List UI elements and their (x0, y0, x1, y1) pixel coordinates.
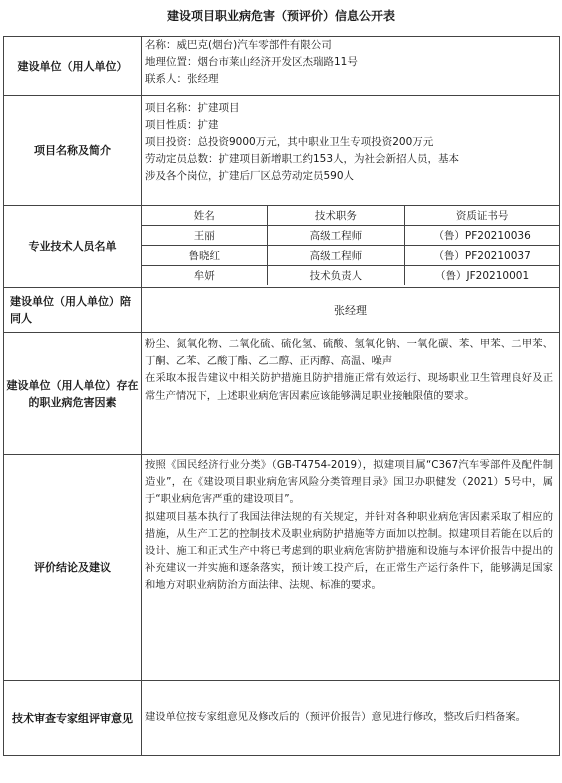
staff-header-cert: 资质证书号 (405, 206, 559, 226)
conclusion-assessment: 拟建项目基本执行了我国法律法规的有关规定，并针对各种职业病危害因素采取了相应的措施，从生产工艺的控制技术及职业病防护措施等方面加以控制。拟建项目若能在以后的设计、施工和正式生产中将已考虑到的职业病危害防护措施和设施与本评价报告中提出的补充建议一并实施和逐条落实，预计竣工投产后，在正常生产运行条件下，能够满足国家和地方对职业病防治方面法律、法规、标准的要求。 (145, 510, 553, 592)
expert-content (142, 681, 560, 756)
staff-label: 专业技术人员名单 (4, 206, 142, 288)
expert-opinion: 建设单位按专家组意见及修改后的（预评价报告）意见进行修改，整改后归档备案。 (145, 711, 526, 724)
staff-name: 鲁晓红 (142, 246, 267, 266)
unit-name: 名称：威巴克(烟台)汽车零部件有限公司 (145, 39, 332, 51)
staff-cert: （鲁）PF20210037 (405, 246, 559, 266)
conclusion-label: 评价结论及建议 (4, 455, 142, 681)
companion-value: 张经理 (142, 288, 560, 333)
companion-label: 建设单位（用人单位）陪同人 (4, 288, 142, 333)
staff-table (142, 206, 559, 285)
conclusion-classification: 按照《国民经济行业分类》（GB-T4754-2019），拟建项目属“C367汽车零部件及配件制造业”，在《建设项目职业病危害风险分类管理目录》国卫办职健发（2021）5号中，属于“职业病危害严重的建设项目”。 (145, 459, 553, 506)
staff-header-row (142, 206, 559, 226)
project-staffing-1: 劳动定员总数：扩建项目新增职工约153人，为社会新招人员，基本 (145, 153, 460, 165)
unit-content (142, 37, 560, 96)
companion-row (4, 288, 560, 333)
project-staffing-2: 涉及各个岗位，扩建后厂区总劳动定员590人 (145, 170, 355, 182)
staff-header-name: 姓名 (142, 206, 267, 226)
hazards-label: 建设单位（用人单位）存在的职业病危害因素 (4, 333, 142, 455)
unit-label: 建设单位（用人单位） (4, 37, 142, 96)
hazards-factors: 粉尘、氮氧化物、二氧化硫、硫化氢、硫酸、氢氧化钠、一氧化碳、苯、甲苯、二甲苯、丁酮、乙苯、乙酸丁酯、乙二醇、正丙醇、高温、噪声 (145, 338, 553, 368)
staff-name: 牟妍 (142, 266, 267, 286)
conclusion-content (142, 455, 560, 681)
expert-row (4, 681, 560, 756)
unit-contact: 联系人：张经理 (145, 73, 219, 85)
hazards-note: 在采取本报告建议中相关防护措施且防护措施正常有效运行、现场职业卫生管理良好及正常生产情况下，上述职业病危害因素应该能够满足职业接触限值的要求。 (145, 372, 553, 402)
staff-row-1 (142, 226, 559, 246)
staff-row-3 (142, 266, 559, 286)
hazards-row (4, 333, 560, 455)
staff-cert: （鲁）JF20210001 (405, 266, 559, 286)
staff-title: 高级工程师 (267, 246, 405, 266)
project-row (4, 96, 560, 206)
staff-cert: （鲁）PF20210036 (405, 226, 559, 246)
staff-header-title: 技术职务 (267, 206, 405, 226)
unit-row (4, 37, 560, 96)
expert-label: 技术审查专家组评审意见 (4, 681, 142, 756)
project-label: 项目名称及简介 (4, 96, 142, 206)
document-title: 建设项目职业病危害（预评价）信息公开表 (166, 9, 395, 23)
hazards-content (142, 333, 560, 455)
project-nature: 项目性质：扩建 (145, 119, 219, 131)
staff-row (4, 206, 560, 288)
unit-address: 地理位置：烟台市莱山经济开发区杰瑞路11号 (145, 56, 358, 68)
project-investment: 项目投资：总投资9000万元，其中职业卫生专项投资200万元 (145, 136, 434, 148)
staff-name: 王丽 (142, 226, 267, 246)
staff-content (142, 206, 560, 288)
disclosure-page (3, 0, 559, 783)
staff-title: 高级工程师 (267, 226, 405, 246)
project-name: 项目名称：扩建项目 (145, 102, 240, 114)
conclusion-row (4, 455, 560, 681)
info-table (3, 36, 560, 756)
staff-title: 技术负责人 (267, 266, 405, 286)
project-content (142, 96, 560, 206)
staff-row-2 (142, 246, 559, 266)
